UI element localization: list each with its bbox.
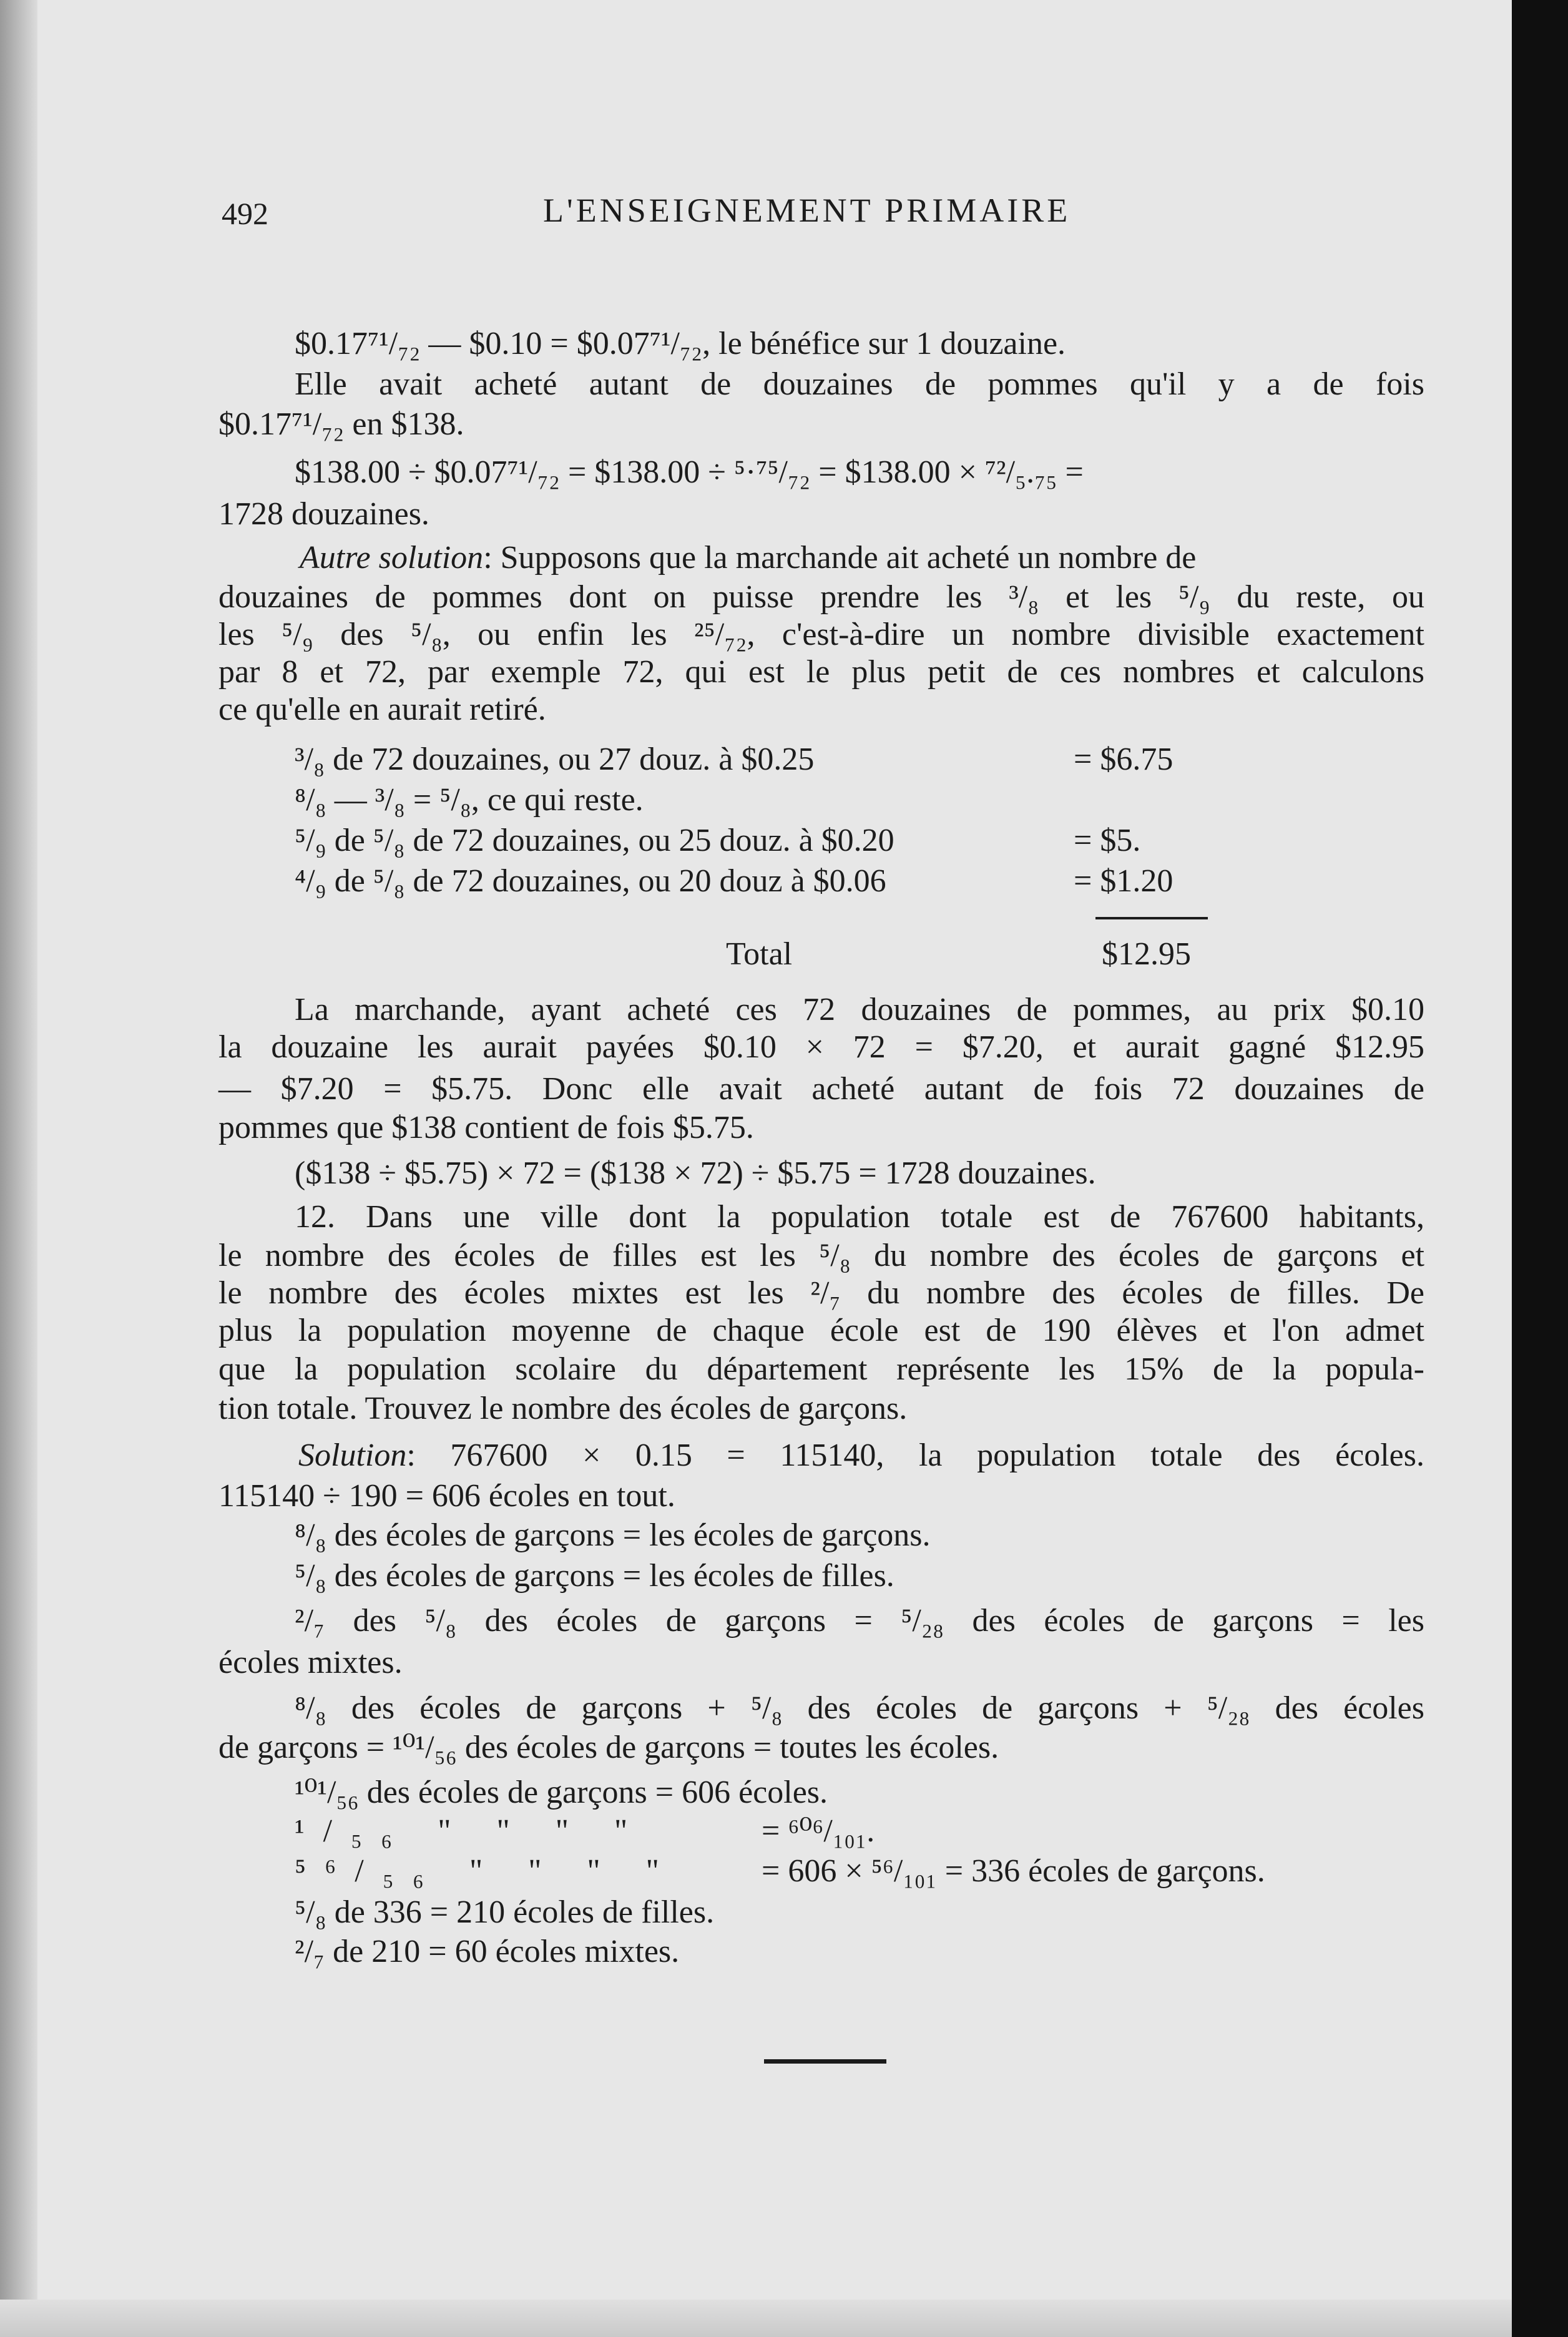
- calc-amount: = $5.: [1074, 823, 1141, 858]
- text-line: les ⁵/₉ des ⁵/₈, ou enfin les ²⁵/₇₂, c'est-à-dire un nombre divisible exactement: [218, 617, 1424, 652]
- text-line: — $7.20 = $5.75. Donc elle avait acheté autant de fois 72 douzaines de: [218, 1071, 1424, 1107]
- text-line: par 8 et 72, par exemple 72, qui est le plus petit de ces nombres et calculons: [218, 654, 1424, 690]
- text-line: $0.17⁷¹/₇₂ en $138.: [218, 406, 464, 442]
- text-line: : 767600 × 0.15 = 115140, la population totale des écoles.: [406, 1438, 1424, 1473]
- text-line: ²/₇ de 210 = 60 écoles mixtes.: [295, 1934, 680, 1969]
- text-line: ($138 ÷ $5.75) × 72 = ($138 × 72) ÷ $5.75 = 1728 douzaines.: [295, 1155, 1096, 1191]
- solution-label: Solution: [298, 1438, 407, 1473]
- text-line: tion totale. Trouvez le nombre des écoles de garçons.: [218, 1391, 908, 1426]
- text-line: 1728 douzaines.: [218, 496, 429, 532]
- text-line: = 606 × ⁵⁶/₁₀₁ = 336 écoles de garçons.: [762, 1853, 1265, 1889]
- calc-amount: = $1.20: [1074, 863, 1174, 899]
- text-line: ¹⁰¹/₅₆ des écoles de garçons = 606 écoles.: [295, 1775, 828, 1810]
- text-line: La marchande, ayant acheté ces 72 douzaines de pommes, au prix $0.10: [295, 992, 1424, 1027]
- scan-right-edge: [1512, 0, 1568, 2337]
- ditto-line: ⁵⁶/₅₆ " " " ": [295, 1853, 678, 1889]
- solution-paragraph-start: [300, 538, 1196, 578]
- page-number: 492: [222, 196, 268, 231]
- calc-line: ⁸/₈ — ³/₈ = ⁵/₈, ce qui reste.: [295, 782, 644, 818]
- text-line: : Supposons que la marchande ait acheté un nombre de: [483, 540, 1197, 576]
- calc-line: ³/₈ de 72 douzaines, ou 27 douz. à $0.25: [295, 742, 815, 777]
- text-line: ⁸/₈ des écoles de garçons = les écoles de garçons.: [295, 1517, 931, 1553]
- text-line: Elle avait acheté autant de douzaines de pommes qu'il y a de fois: [295, 366, 1424, 402]
- text-line: ce qu'elle en aurait retiré.: [218, 692, 546, 727]
- text-line: ⁸/₈ des écoles de garçons + ⁵/₈ des écoles de garçons + ⁵/₂₈ des écoles: [295, 1690, 1424, 1726]
- text-line: le nombre des écoles de filles est les ⁵/₈ du nombre des écoles de garçons et: [218, 1238, 1424, 1273]
- text-line: $138.00 ÷ $0.07⁷¹/₇₂ = $138.00 ÷ ⁵·⁷⁵/₇₂ = $138.00 × ⁷²/₅.₇₅ =: [295, 454, 1084, 490]
- text-line: douzaines de pommes dont on puisse prendre les ³/₈ et les ⁵/₉ du reste, ou: [218, 579, 1424, 615]
- solution-line: [298, 1436, 1424, 1476]
- calc-line: ⁴/₉ de ⁵/₈ de 72 douzaines, ou 20 douz à $0.06: [295, 863, 886, 899]
- total-label: Total: [726, 936, 793, 972]
- calc-line: ⁵/₉ de ⁵/₈ de 72 douzaines, ou 25 douz. à $0.20: [295, 823, 894, 858]
- text-line: ⁵/₈ des écoles de garçons = les écoles de filles.: [295, 1558, 894, 1594]
- scan-left-edge: [0, 0, 37, 2337]
- total-value: $12.95: [1102, 936, 1191, 972]
- text-line: ⁵/₈ de 336 = 210 écoles de filles.: [295, 1894, 715, 1930]
- text-line: plus la population moyenne de chaque école est de 190 élèves et l'on admet: [218, 1313, 1424, 1348]
- text-line: de garçons = ¹⁰¹/₅₆ des écoles de garçons = toutes les écoles.: [218, 1730, 999, 1765]
- text-line: = ⁶⁰⁶/₁₀₁.: [762, 1813, 875, 1849]
- text-line: 115140 ÷ 190 = 606 écoles en tout.: [218, 1478, 675, 1514]
- text-line: pommes que $138 contient de fois $5.75.: [218, 1110, 754, 1145]
- calc-amount: = $6.75: [1074, 742, 1174, 777]
- text-line: 12. Dans une ville dont la population totale est de 767600 habitants,: [295, 1199, 1424, 1235]
- text-line: écoles mixtes.: [218, 1645, 403, 1680]
- sum-rule: [1095, 917, 1208, 919]
- text-line: ²/₇ des ⁵/₈ des écoles de garçons = ⁵/₂₈ des écoles de garçons = les: [295, 1603, 1424, 1639]
- running-title: L'ENSEIGNEMENT PRIMAIRE: [543, 192, 1071, 229]
- ditto-line: ¹/₅₆ " " " ": [295, 1813, 647, 1849]
- text-line: la douzaine les aurait payées $0.10 × 72 = $7.20, et aurait gagné $12.95: [218, 1029, 1424, 1065]
- scan-bottom-edge: [0, 2300, 1512, 2337]
- section-end-rule: [764, 2059, 886, 2064]
- text-line: $0.17⁷¹/₇₂ — $0.10 = $0.07⁷¹/₇₂, le bénéfice sur 1 douzaine.: [295, 326, 1066, 361]
- autre-solution-label: Autre solution: [300, 540, 484, 576]
- text-line: le nombre des écoles mixtes est les ²/₇ du nombre des écoles de filles. De: [218, 1275, 1424, 1311]
- text-line: que la population scolaire du département représente les 15% de la popula-: [218, 1351, 1424, 1387]
